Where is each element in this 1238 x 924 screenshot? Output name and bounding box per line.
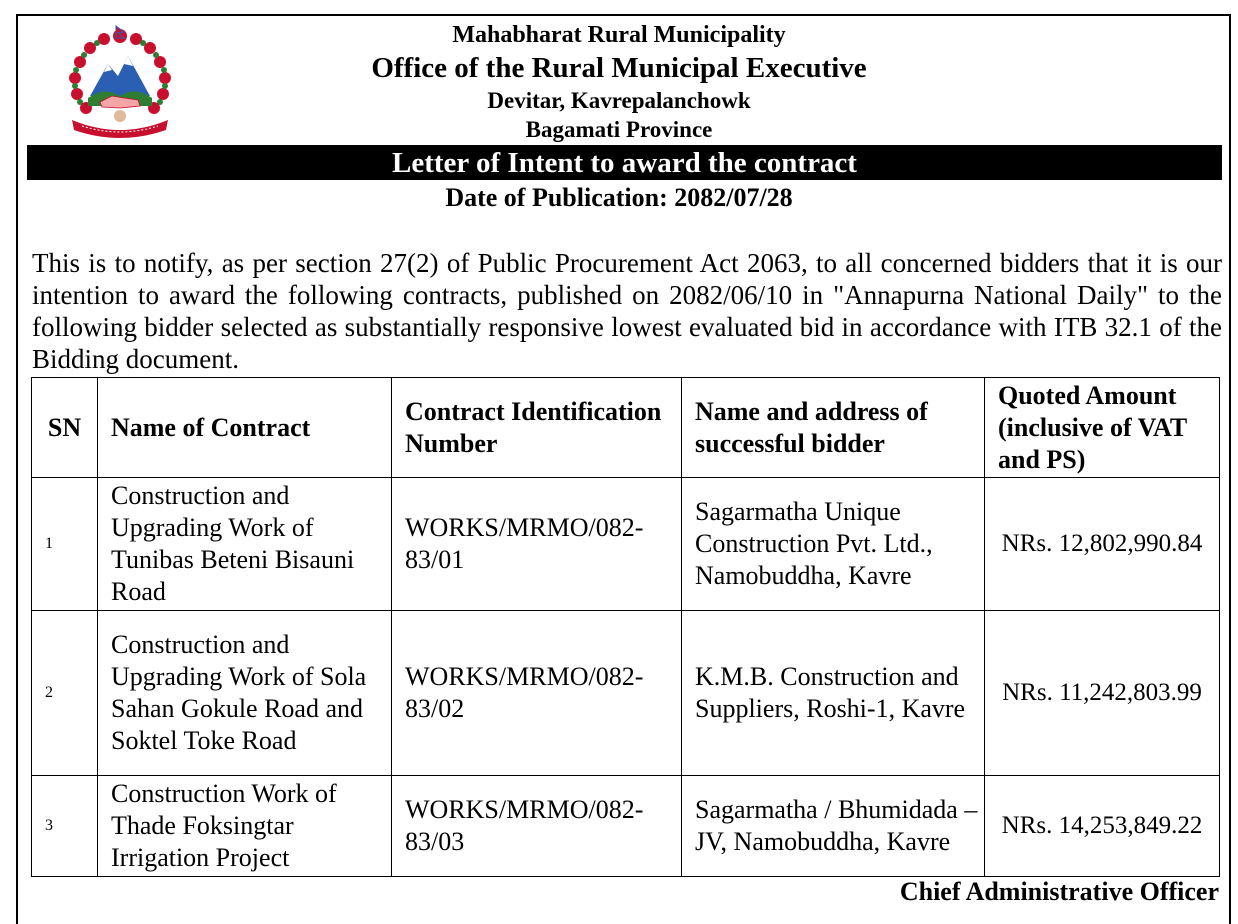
municipality-name: Mahabharat Rural Municipality	[452, 22, 786, 48]
row-contract-id: WORKS/MRMO/082-83/02	[392, 611, 682, 776]
header-contract-id: Contract Identification Number	[392, 378, 682, 478]
header-amount: Quoted Amount (inclusive of VAT and PS)	[985, 378, 1220, 478]
row-contract-name: Construction Work of Thade Foksingtar Irrigation Project	[98, 776, 392, 877]
contracts-table	[31, 377, 1220, 877]
row-contract-id: WORKS/MRMO/082-83/01	[392, 478, 682, 611]
office-address: Devitar, Kavrepalanchowk	[487, 88, 751, 113]
header-contract-name: Name of Contract	[98, 378, 392, 478]
row-bidder: Sagarmatha Unique Construction Pvt. Ltd., Namobuddha, Kavre	[682, 478, 985, 611]
header-bidder: Name and address of successful bidder	[682, 378, 985, 478]
row-contract-name: Construction and Upgrading Work of Tunibas Beteni Bisauni Road	[98, 478, 392, 611]
signatory-title: Chief Administrative Officer	[899, 877, 1219, 906]
table-header-row	[32, 378, 1220, 478]
row-amount: NRs. 14,253,849.22	[985, 776, 1220, 877]
row-contract-name: Construction and Upgrading Work of Sola Sahan Gokule Road and Soktel Toke Road	[98, 611, 392, 776]
row-bidder: Sagarmatha / Bhumidada – JV, Namobuddha, Kavre	[682, 776, 985, 877]
row-sn: 2	[32, 611, 98, 776]
intro-paragraph: This is to notify, as per section 27(2) of Public Procurement Act 2063, to all concerned bidders that it is our intention to award the following contracts, published on 2082/06/10 in "Annapurna National Daily" to the following bidder selected as substantially responsive lowest evaluated bid in accordance with ITB 32.1 of the Bidding document.	[32, 248, 1222, 374]
notice-title-banner: Letter of Intent to award the contract	[27, 145, 1222, 180]
publication-date: Date of Publication: 2082/07/28	[445, 183, 793, 212]
header-sn: SN	[32, 378, 98, 478]
row-bidder: K.M.B. Construction and Suppliers, Roshi-1, Kavre	[682, 611, 985, 776]
province-name: Bagamati Province	[525, 117, 713, 142]
table-row	[32, 478, 1220, 611]
table-row	[32, 611, 1220, 776]
row-amount: NRs. 12,802,990.84	[985, 478, 1220, 611]
row-contract-id: WORKS/MRMO/082-83/03	[392, 776, 682, 877]
table-row	[32, 776, 1220, 877]
row-amount: NRs. 11,242,803.99	[985, 611, 1220, 776]
row-sn: 1	[32, 478, 98, 611]
office-name: Office of the Rural Municipal Executive	[371, 52, 867, 84]
row-sn: 3	[32, 776, 98, 877]
